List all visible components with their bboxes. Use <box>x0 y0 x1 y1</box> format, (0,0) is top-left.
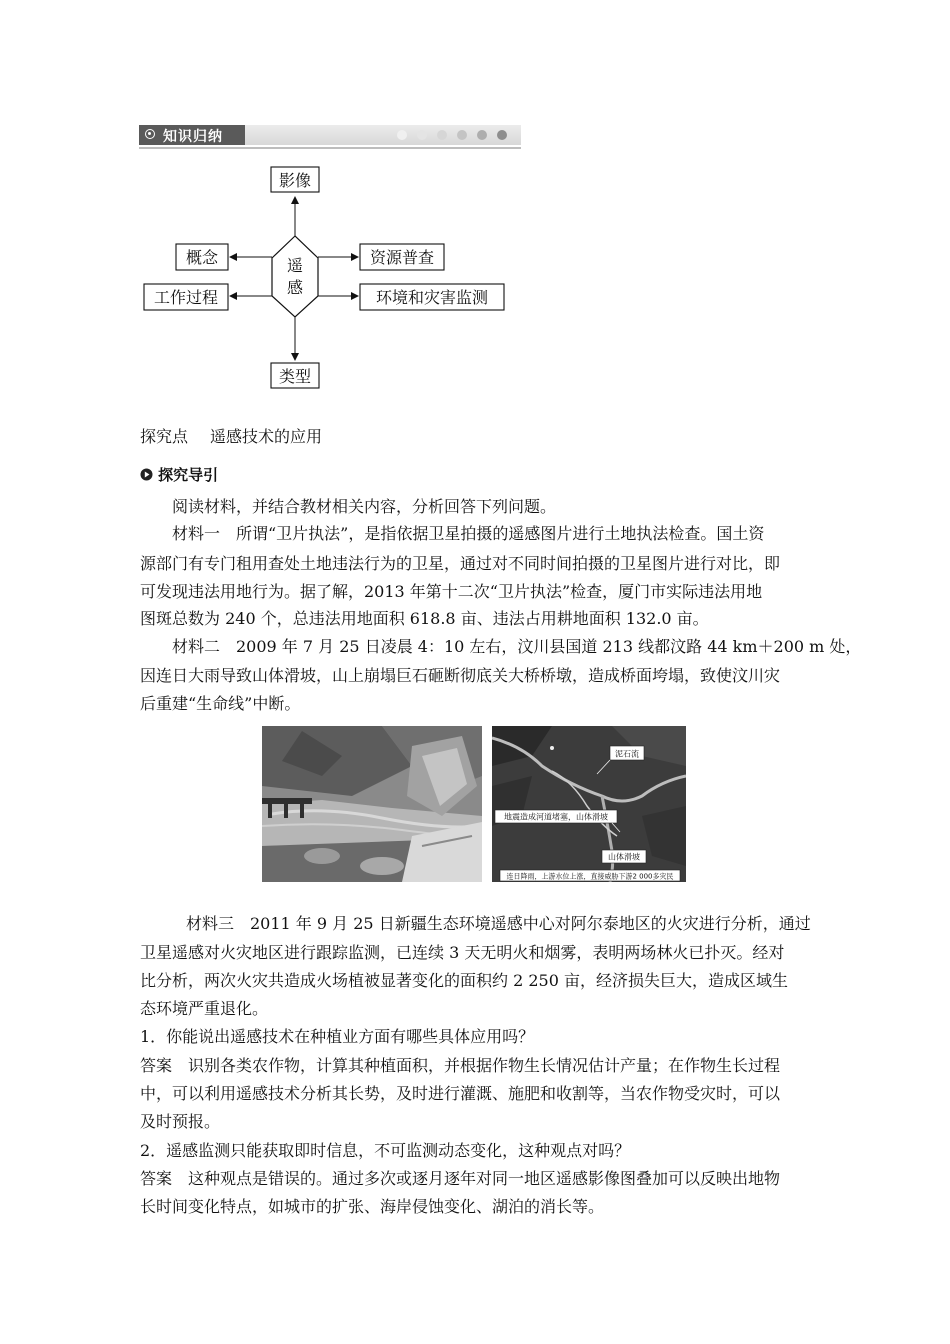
decorative-dot-icon <box>437 130 447 140</box>
center-hexagon <box>272 236 318 317</box>
answer-1-line-2: 中，可以利用遥感技术分析其长势，及时进行灌溉、施肥和收割等，当农作物受灾时，可以 <box>140 1084 781 1103</box>
material-3-line-2: 卫星遥感对火灾地区进行跟踪监测，已连续 3 天无明火和烟雾，表明两场林火已扑灭。经对 <box>140 943 785 962</box>
decorative-dot-icon <box>417 130 427 140</box>
caption-bottom: 连日降雨，上游水位上涨，直接威胁下游2 000多灾民 <box>506 872 674 881</box>
concept-diagram <box>140 160 520 395</box>
decorative-dot-icon <box>397 130 407 140</box>
section-underline <box>139 147 521 149</box>
bridge-collapse-photo <box>262 726 482 882</box>
node-right-lower: 环境和灾害监测 <box>375 288 489 307</box>
section-header-tab <box>139 125 245 145</box>
material-1-line-1: 材料一 所谓“卫片执法”，是指依据卫星拍摄的遥感图片进行土地执法检查。国土资 <box>172 524 765 543</box>
caption-blockage: 地震造成河道堵塞，山体滑坡 <box>504 812 608 822</box>
caption-mudflow: 泥石流 <box>615 749 639 759</box>
node-top: 影像 <box>278 171 312 190</box>
guide-heading-row <box>140 465 218 485</box>
material-2-line-3: 后重建“生命线”中断。 <box>140 694 301 713</box>
guide-heading: 探究导引 <box>158 466 219 484</box>
decorative-dot-icon <box>497 130 507 140</box>
material-1-line-2: 源部门有专门租用查处土地违法行为的卫星，通过对不同时间拍摄的卫星图片进行对比，即 <box>140 554 781 573</box>
play-circle-icon <box>140 468 153 481</box>
topic-title: 遥感技术的应用 <box>210 427 323 446</box>
answer-2-line-1: 答案 这种观点是错误的。通过多次或逐月逐年对同一地区遥感影像图叠加可以反映出地物 <box>140 1169 781 1188</box>
material-3-line-1: 材料三 2011 年 9 月 25 日新疆生态环境遥感中心对阿尔泰地区的火灾进行分析，通过 <box>186 914 811 933</box>
topic-line <box>140 427 322 447</box>
intro-paragraph: 阅读材料，并结合教材相关内容，分析回答下列问题。 <box>172 497 557 516</box>
bullet-circle-icon <box>145 129 155 139</box>
answer-1-line-3: 及时预报。 <box>140 1112 221 1131</box>
node-bottom: 类型 <box>278 367 312 386</box>
decorative-dot-icon <box>477 130 487 140</box>
center-char-1: 遥 <box>286 256 304 275</box>
node-left-upper: 概念 <box>185 248 219 267</box>
decorative-dot-icon <box>457 130 467 140</box>
question-1: 1．你能说出遥感技术在种植业方面有哪些具体应用吗？ <box>140 1027 535 1046</box>
satellite-image <box>492 726 686 882</box>
material-1-line-3: 可发现违法用地行为。据了解，2013 年第十二次“卫片执法”检查，厦门市实际违法用地 <box>140 582 763 601</box>
material-2-line-2: 因连日大雨导致山体滑坡，山上崩塌巨石砸断彻底关大桥桥墩，造成桥面垮塌，致使汶川灾 <box>140 666 781 685</box>
answer-1-line-1: 答案 识别各类农作物，计算其种植面积，并根据作物生长情况估计产量；在作物生长过程 <box>140 1056 781 1075</box>
caption-landslide: 山体滑坡 <box>608 852 640 862</box>
node-left-lower: 工作过程 <box>153 288 219 307</box>
material-2-line-1: 材料二 2009 年 7 月 25 日凌晨 4：10 左右，汶川县国道 213 线都汶路 44 km＋200 m 处， <box>172 637 862 656</box>
section-title: 知识归纳 <box>163 129 223 145</box>
material-3-line-3: 比分析，两次火灾共造成火场植被显著变化的面积约 2 250 亩，经济损失巨大，造成区域生 <box>140 971 788 990</box>
topic-label: 探究点 <box>140 427 189 446</box>
question-2: 2．遥感监测只能获取即时信息，不可监测动态变化，这种观点对吗？ <box>140 1141 631 1160</box>
answer-2-line-2: 长时间变化特点，如城市的扩张、海岸侵蚀变化、湖泊的消长等。 <box>140 1197 605 1216</box>
material-1-line-4: 图斑总数为 240 个，总违法用地面积 618.8 亩、违法占用耕地面积 132.0 亩。 <box>140 609 709 628</box>
node-right-upper: 资源普查 <box>369 248 435 267</box>
material-3-line-4: 态环境严重退化。 <box>140 999 269 1018</box>
center-char-2: 感 <box>286 278 304 297</box>
